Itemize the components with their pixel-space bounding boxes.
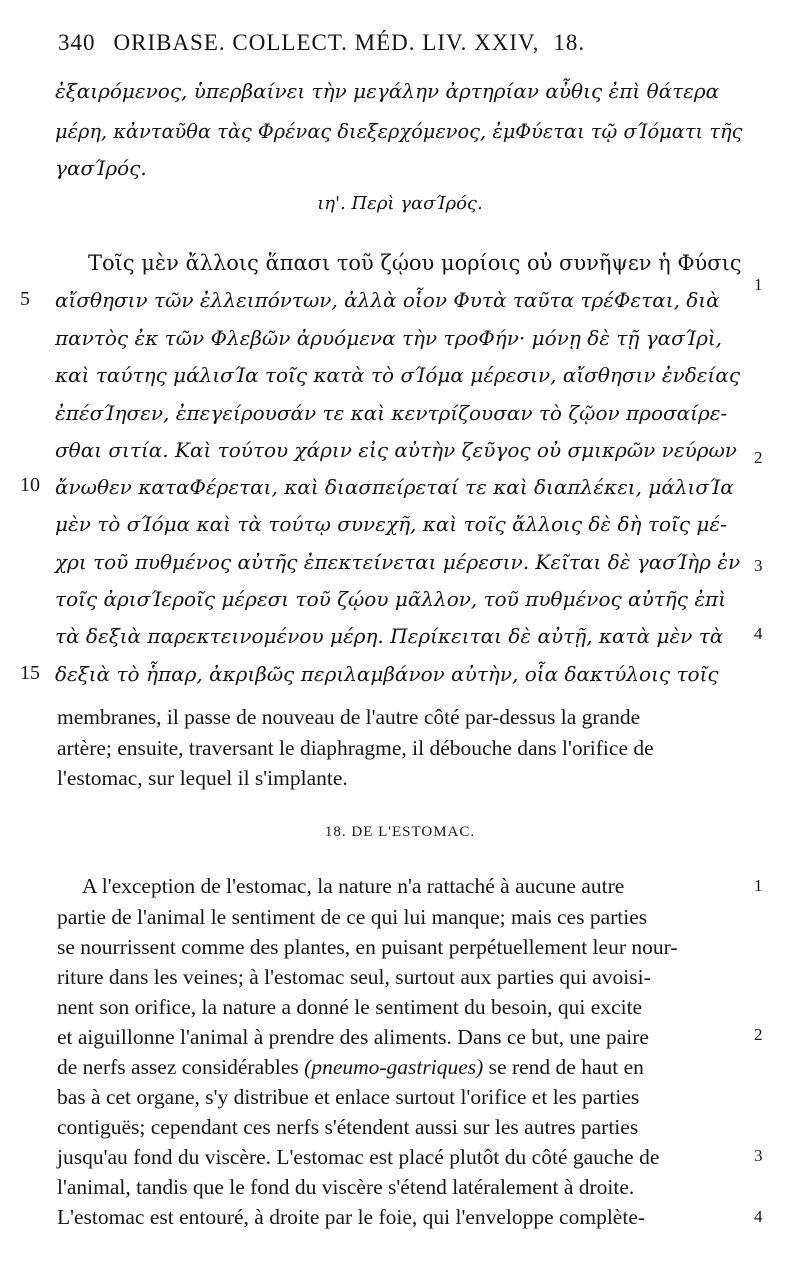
- french-italic-term: (pneumo-gastriques): [304, 1055, 484, 1079]
- paragraph-number: 4: [754, 624, 763, 643]
- greek-line: τοῖς ἀρισΊεροῖς μέρεσι τοῦ ζῴου μᾶλλον, τοῦ πυθμένος αὐτῆς ἐπὶ: [55, 587, 727, 611]
- french-line: [57, 1054, 644, 1080]
- french-text: se rend de haut en: [488, 1055, 644, 1079]
- line-number: 5: [20, 288, 30, 310]
- greek-line: παντὸς ἐκ τῶν Φλεβῶν ἀρυόμενα τὴν τροΦήν· μόνῃ δὲ τῇ γασΊρὶ,: [55, 326, 723, 350]
- french-line: contiguës; cependant ces nerfs s'étendent aussi sur les autres parties: [57, 1115, 639, 1139]
- paragraph-number: 4: [754, 1207, 763, 1226]
- french-line: nent son orifice, la nature a donné le sentiment du besoin, qui excite: [57, 995, 643, 1019]
- greek-chapter-title: ιη'. Περὶ γασΊρός.: [317, 193, 483, 214]
- paragraph-number: 3: [754, 1146, 763, 1165]
- greek-line: ἐπέσΊησεν, ἐπεγείρουσάν τε καὶ κεντρίζουσαν τὸ ζῷον προσαίρε-: [55, 401, 728, 425]
- french-line: et aiguillonne l'animal à prendre des aliments. Dans ce but, une paire: [57, 1025, 649, 1049]
- french-line: l'estomac, sur lequel il s'implante.: [57, 766, 348, 790]
- line-number: 15: [20, 662, 40, 684]
- french-line: se nourrissent comme des plantes, en puisant perpétuellement leur nour-: [57, 935, 678, 959]
- running-header: [58, 30, 698, 56]
- greek-line: σθαι σιτία. Καὶ τούτου χάριν εἰς αὐτὴν ζεῦγος οὐ σμικρῶν νεύρων: [55, 438, 737, 462]
- french-line: bas à cet organe, s'y distribue et enlace surtout l'orifice et les parties: [57, 1085, 640, 1109]
- french-line: riture dans les veines; à l'estomac seul, surtout aux parties qui avoisi-: [57, 965, 651, 989]
- french-chapter-title: 18. DE L'ESTOMAC.: [324, 824, 476, 840]
- greek-line: μὲν τὸ σΊόμα καὶ τὰ τούτῳ συνεχῆ, καὶ τοῖς ἄλλοις δὲ δὴ τοῖς μέ-: [55, 512, 727, 536]
- line-number: 10: [20, 474, 40, 496]
- french-line: jusqu'au fond du viscère. L'estomac est placé plutôt du côté gauche de: [57, 1145, 660, 1169]
- page-number: 340: [58, 30, 96, 55]
- greek-line: μέρη, κἀνταῦθα τὰς Φρένας διεξερχόμενος, ἐμΦύεται τῷ σΊόματι τῆς: [55, 119, 743, 143]
- french-text: de nerfs assez considérables: [57, 1055, 299, 1079]
- paragraph-number: 2: [754, 1025, 763, 1044]
- french-line: partie de l'animal le sentiment de ce qui lui manque; mais ces parties: [57, 905, 648, 929]
- running-title: ORIBASE. COLLECT. MÉD. LIV. XXIV,: [113, 30, 540, 55]
- greek-line: ἄνωθεν καταΦέρεται, καὶ διασπείρεταί τε καὶ διαπλέκει, μάλισΊα: [55, 475, 734, 499]
- paragraph-number: 1: [754, 275, 763, 294]
- greek-line: ἐξαιρόμενος, ὑπερβαίνει τὴν μεγάλην ἀρτηρίαν αὖθις ἐπὶ θάτερα: [55, 79, 720, 103]
- paragraph-number: 3: [754, 556, 763, 575]
- section-number: 18.: [553, 30, 586, 55]
- greek-line: καὶ ταύτης μάλισΊα τοῖς κατὰ τὸ σΊόμα μέρεσιν, αἴσθησιν ἐνδείας: [55, 363, 741, 387]
- greek-line: γασΊρός.: [55, 156, 147, 180]
- french-line: L'estomac est entouré, à droite par le foie, qui l'enveloppe complète-: [57, 1205, 646, 1229]
- french-line: artère; ensuite, traversant le diaphragme, il débouche dans l'orifice de: [57, 736, 654, 760]
- greek-line: τὰ δεξιὰ παρεκτεινομένου μέρη. Περίκειται δὲ αὐτῇ, κατὰ μὲν τὰ: [55, 624, 724, 648]
- greek-line: χρι τοῦ πυθμένος αὐτῆς ἐπεκτείνεται μέρεσιν. Κεῖται δὲ γασΊὴρ ἐν: [55, 550, 741, 574]
- french-line: A l'exception de l'estomac, la nature n'a rattaché à aucune autre: [82, 874, 625, 898]
- french-line: membranes, il passe de nouveau de l'autre côté par-dessus la grande: [57, 705, 641, 729]
- french-line: l'animal, tandis que le fond du viscère s'étend latéralement à droite.: [57, 1175, 635, 1199]
- paragraph-number: 1: [754, 876, 763, 895]
- paragraph-number: 2: [754, 448, 763, 467]
- greek-line: δεξιὰ τὸ ἧπαρ, ἀκριβῶς περιλαμβάνον αὐτὴν, οἷα δακτύλοις τοῖς: [55, 662, 719, 686]
- greek-line: αἴσθησιν τῶν ἐλλειπόντων, ἀλλὰ οἷον Φυτὰ ταῦτα τρέΦεται, διὰ: [55, 288, 720, 312]
- greek-line: Τοῖς μὲν ἄλλοις ἅπασι τοῦ ζῴου μορίοις οὐ συνῆψεν ἡ Φύσις: [88, 251, 742, 275]
